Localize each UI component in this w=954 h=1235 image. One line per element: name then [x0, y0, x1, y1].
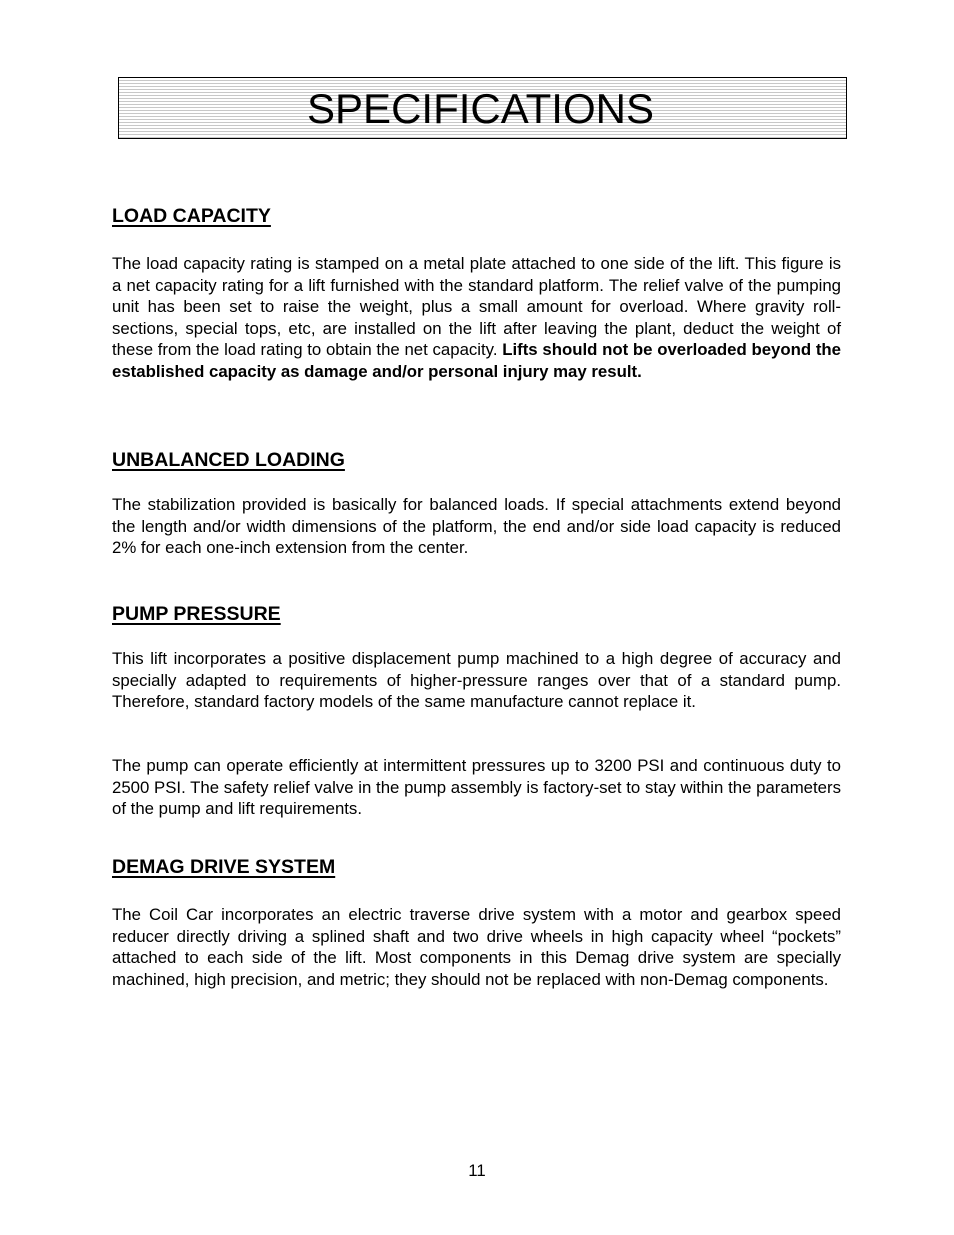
- load-capacity-text: The load capacity rating is stamped on a metal plate attached to one side of the lift. This figure is a net capacity rating for a lift furnished with the standard platform. The relief valve of the pumping unit has been set to raise the weight, plus a small amount for overload. Where gravity roll-sections, special tops, etc, are installed on the lift after leaving the plant, deduct the weight of these from the load rating to obtain the net capacity.: [112, 254, 841, 359]
- page-title: SPECIFICATIONS: [307, 85, 654, 132]
- page-number: 11: [468, 1161, 486, 1180]
- paragraph-pump-pressure-2: The pump can operate efficiently at intermittent pressures up to 3200 PSI and continuous duty to 2500 PSI. The safety relief valve in the pump assembly is factory-set to stay within the parameters of the pump and lift requirements.: [112, 756, 841, 818]
- paragraph-load-capacity: [112, 253, 841, 382]
- heading-load-capacity: LOAD CAPACITY: [112, 205, 271, 227]
- heading-pump-pressure: PUMP PRESSURE: [112, 603, 281, 625]
- load-capacity-warning: Lifts should not be overloaded beyond the established capacity as damage and/or personal injury may result.: [112, 340, 842, 381]
- paragraph-pump-pressure-1: This lift incorporates a positive displacement pump machined to a high degree of accuracy and specially adapted to requirements of higher-pressure ranges over that of a standard pump. Therefore, standard factory models of the same manufacture cannot replace it.: [112, 649, 841, 711]
- paragraph-unbalanced-loading: The stabilization provided is basically for balanced loads. If special attachments extend beyond the length and/or width dimensions of the platform, the end and/or side load capacity is reduced 2% for each one-inch extension from the center.: [112, 495, 841, 557]
- heading-demag-drive-system: DEMAG DRIVE SYSTEM: [112, 856, 336, 878]
- page-title-box: [118, 77, 847, 139]
- paragraph-demag-drive-system: The Coil Car incorporates an electric traverse drive system with a motor and gearbox speed reducer directly driving a splined shaft and two drive wheels in high capacity wheel “pockets” attached to each side of the lift. Most components in this Demag drive system are specially machined, high precision, and metric; they should not be replaced with non-Demag components.: [112, 905, 841, 989]
- heading-unbalanced-loading: UNBALANCED LOADING: [112, 449, 345, 471]
